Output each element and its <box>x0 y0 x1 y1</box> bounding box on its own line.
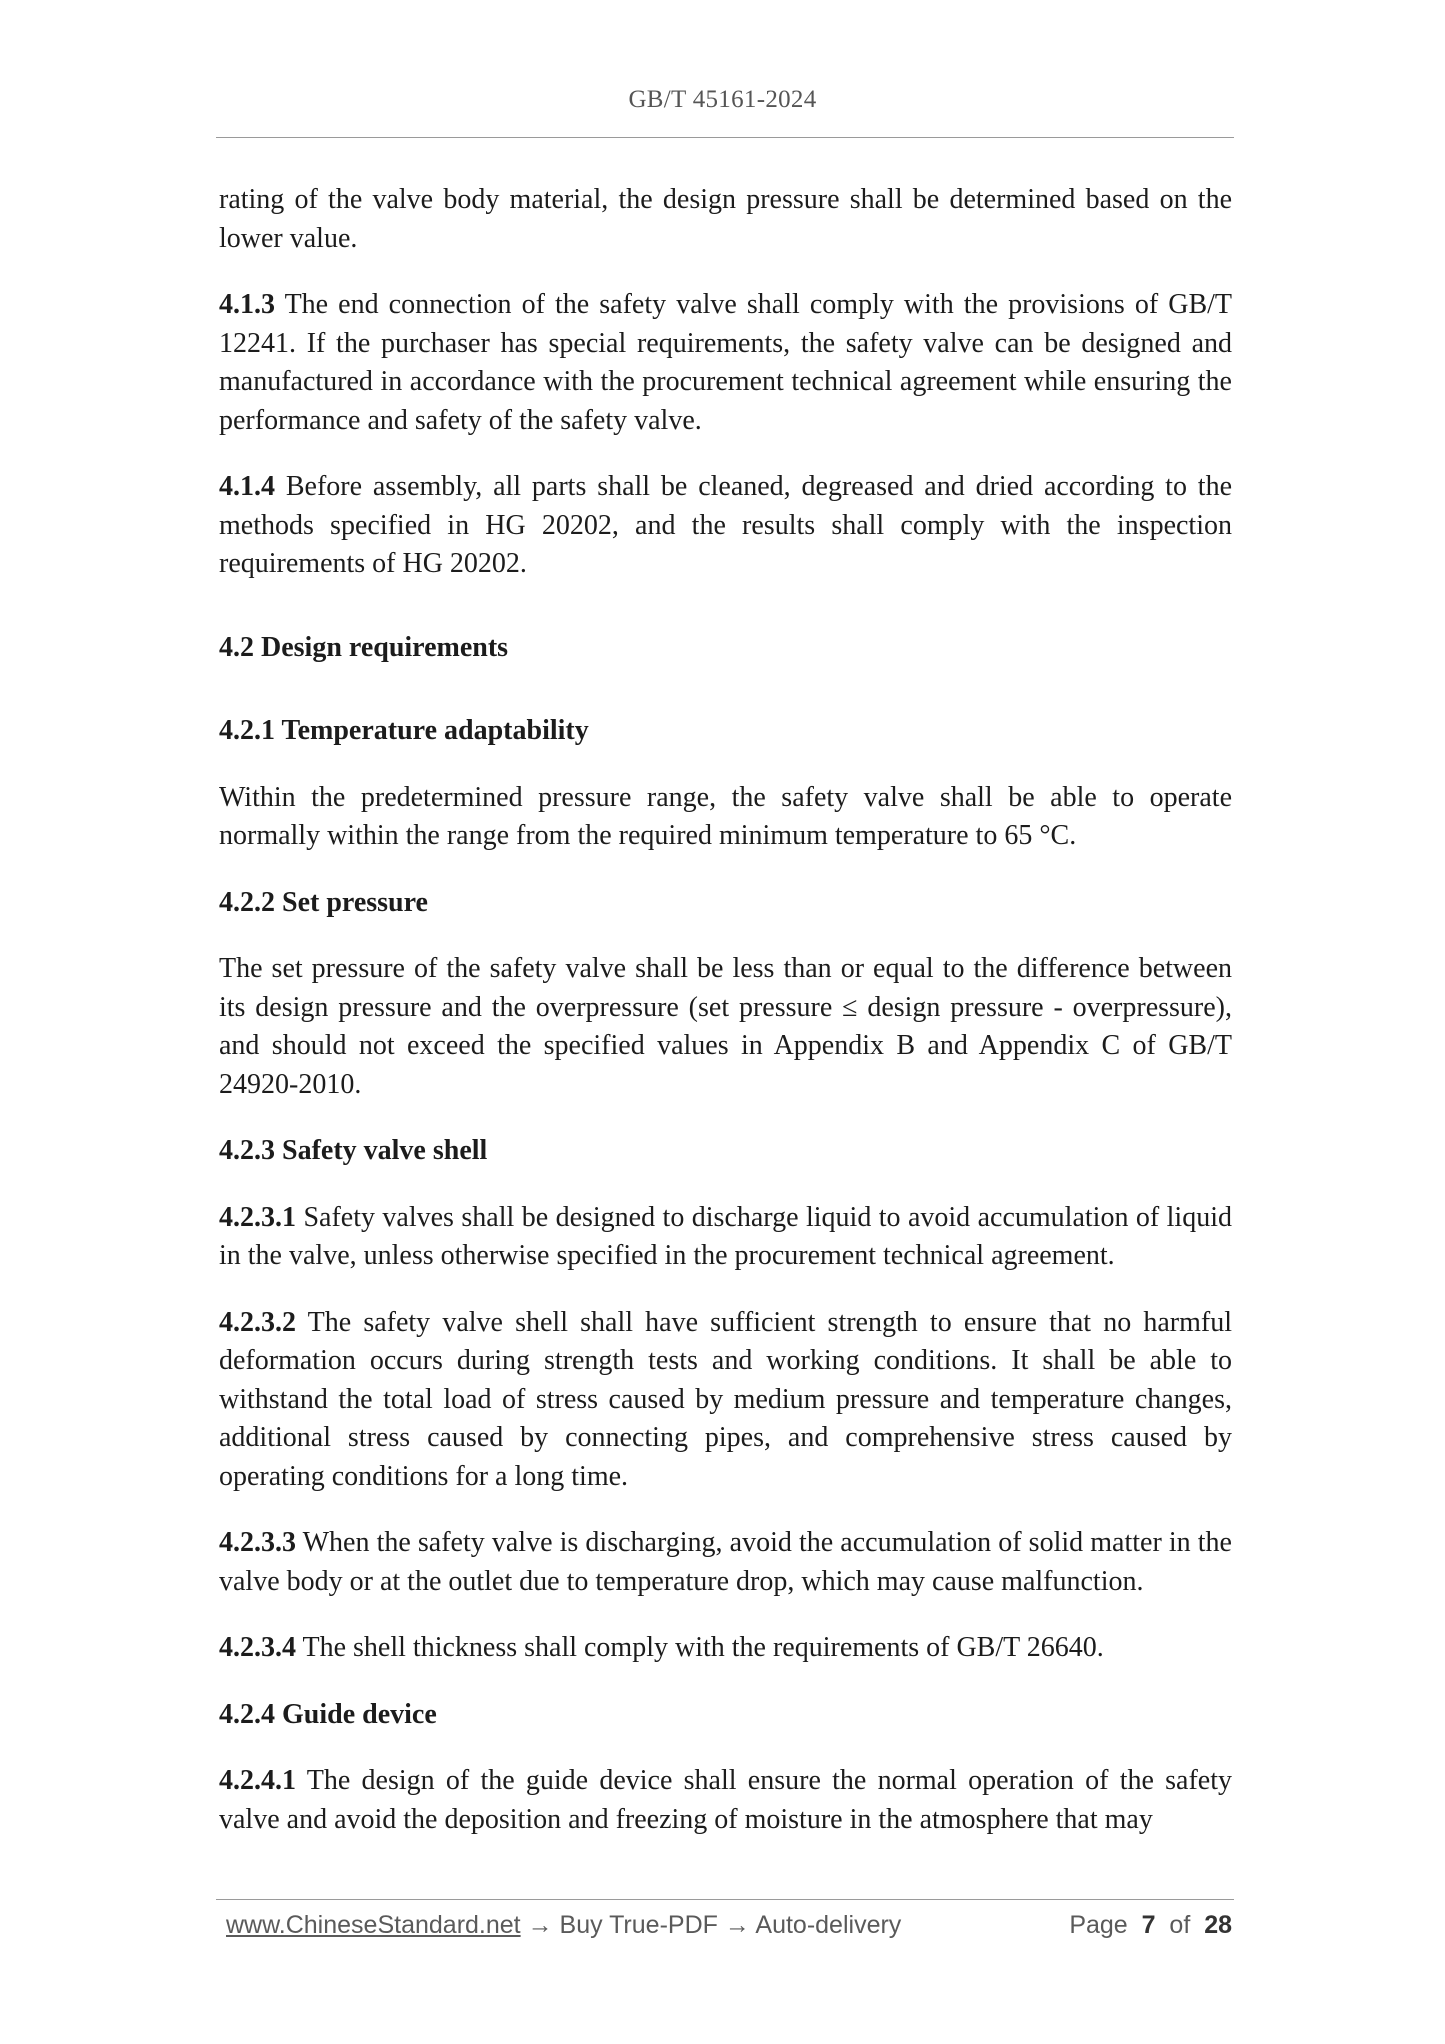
footer-divider <box>216 1899 1234 1900</box>
clause-text: Before assembly, all parts shall be cleaned, degreased and dried according to the methods specified in HG 20202, and the results shall comply with the inspection requirements of HG 20202. <box>219 471 1232 579</box>
clause-text: When the safety valve is discharging, avoid the accumulation of solid matter in the valve body or at the outlet due to temperature drop, which may cause malfunction. <box>219 1527 1232 1597</box>
clause-number: 4.2.3.3 <box>219 1527 296 1558</box>
document-body <box>219 181 1232 1839</box>
total-pages: 28 <box>1204 1911 1232 1939</box>
website-link[interactable]: www.ChineseStandard.net <box>226 1911 521 1939</box>
clause-4-2-3-3 <box>219 1524 1232 1601</box>
page-label: Page <box>1069 1911 1128 1939</box>
clause-number: 4.2.3.1 <box>219 1201 296 1233</box>
paragraph-continuation: rating of the valve body material, the design pressure shall be determined based on the lower value. <box>219 184 1232 254</box>
clause-number: 4.1.4 <box>219 471 275 502</box>
clause-4-2-3-2 <box>219 1304 1232 1497</box>
clause-text: The shell thickness shall comply with the requirements of GB/T 26640. <box>296 1632 1104 1663</box>
page-footer <box>226 1911 1232 1951</box>
header-divider <box>216 137 1234 138</box>
clause-4-1-3 <box>219 286 1232 440</box>
footer-promo <box>226 1911 901 1940</box>
clause-4-2-4-1 <box>219 1762 1232 1839</box>
page-header: GB/T 45161-2024 <box>628 86 817 113</box>
clause-number: 4.1.3 <box>219 289 275 320</box>
section-heading-4-2-3: 4.2.3 Safety valve shell <box>219 1135 488 1166</box>
page-number <box>1069 1911 1232 1940</box>
clause-text: The safety valve shell shall have sufficient strength to ensure that no harmful deformation occurs during strength tests and working conditions. It shall be able to withstand the total load of stress caused by medium pressure and temperature changes, additional stress caused by connecting pipes, and comprehensive stress caused by operating conditions for a long time. <box>219 1306 1232 1492</box>
section-heading-4-2-1: 4.2.1 Temperature adaptability <box>219 715 589 746</box>
clause-4-1-4 <box>219 468 1232 584</box>
clause-number: 4.2.4.1 <box>219 1765 296 1796</box>
section-heading-4-2-2: 4.2.2 Set pressure <box>219 886 428 918</box>
clause-text: Safety valves shall be designed to discharge liquid to avoid accumulation of liquid in the valve, unless otherwise specified in the procurement technical agreement. <box>219 1201 1232 1271</box>
clause-4-2-3-4 <box>219 1629 1232 1668</box>
section-heading-4-2-4: 4.2.4 Guide device <box>219 1698 437 1730</box>
clause-text: The end connection of the safety valve shall comply with the provisions of GB/T 12241. If the purchaser has special requirements, the safety valve can be designed and manufactured in accordance with the procurement technical agreement while ensuring the performance and safety of the safety valve. <box>219 289 1232 436</box>
clause-4-2-3-1 <box>219 1199 1232 1276</box>
section-heading-4-2: 4.2 Design requirements <box>219 631 509 663</box>
clause-4-2-1-text: Within the predetermined pressure range, the safety valve shall be able to operate normally within the range from the required minimum temperature to 65 °C. <box>219 781 1232 851</box>
clause-number: 4.2.3.4 <box>219 1632 296 1663</box>
clause-number: 4.2.3.2 <box>219 1306 296 1338</box>
clause-4-2-2-text: The set pressure of the safety valve shall be less than or equal to the difference between its design pressure and the overpressure (set pressure ≤ design pressure - overpressure), and should not exceed the specified values in Appendix B and Appendix C of GB/T 24920-2010. <box>219 953 1232 1100</box>
clause-text: The design of the guide device shall ensure the normal operation of the safety valve and avoid the deposition and freezing of moisture in the atmosphere that may <box>219 1765 1232 1835</box>
current-page: 7 <box>1141 1911 1156 1939</box>
footer-tagline: → Buy True-PDF → Auto-delivery <box>520 1911 902 1939</box>
page-of-label: of <box>1169 1911 1191 1939</box>
